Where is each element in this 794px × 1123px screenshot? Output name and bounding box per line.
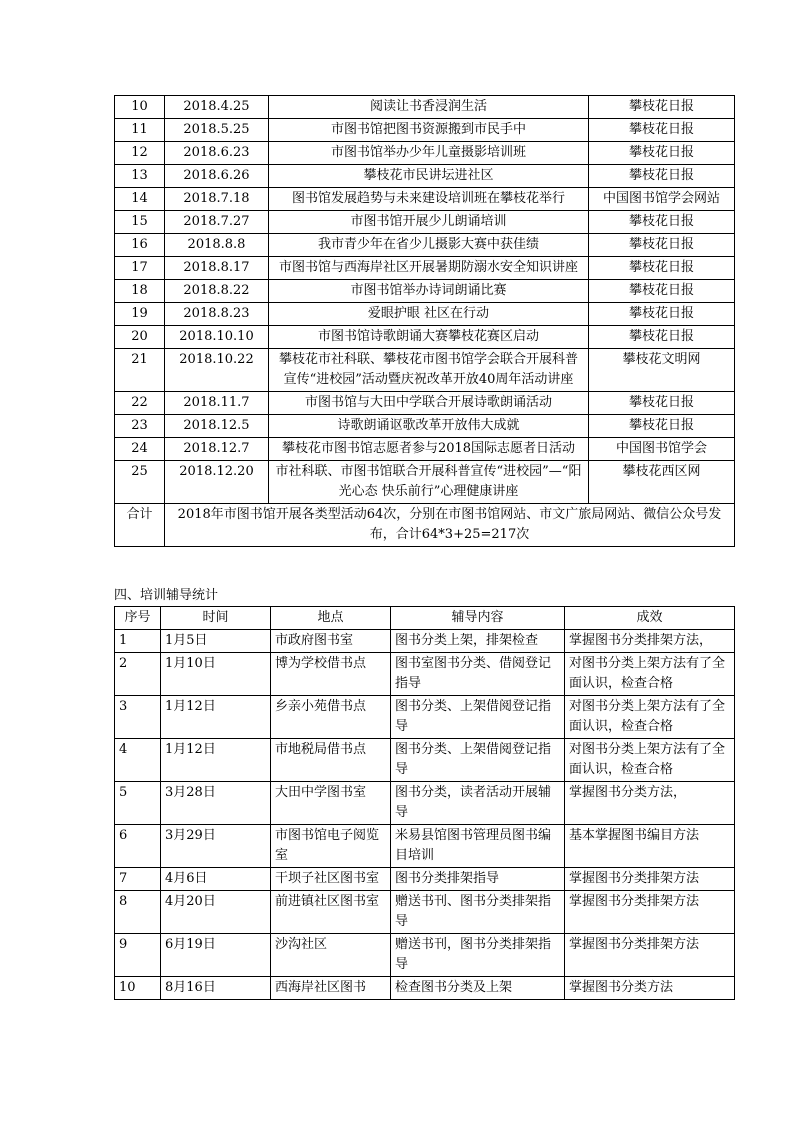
table-row: [115, 934, 735, 977]
row-result: 掌握图书分类方法，: [565, 782, 735, 825]
table-row: [115, 349, 735, 392]
row-title: 攀枝花市图书馆志愿者参与2018国际志愿者日活动: [269, 438, 589, 461]
row-result: 对图书分类上架方法有了全面认识，检查合格: [565, 739, 735, 782]
total-row: [115, 504, 735, 547]
row-number: 23: [115, 415, 165, 438]
row-number: 15: [115, 211, 165, 234]
total-label: 合计: [115, 504, 165, 547]
table-row: [115, 257, 735, 280]
row-time: 6月19日: [161, 934, 271, 977]
row-title: 市图书馆把图书资源搬到市民手中: [269, 119, 589, 142]
row-source: 攀枝花日报: [589, 280, 735, 303]
row-content: 图书分类上架，排架检查: [391, 630, 565, 653]
row-number: 1: [115, 630, 161, 653]
row-title: 市图书馆举办少年儿童摄影培训班: [269, 142, 589, 165]
training-table-body: [115, 607, 735, 1000]
table-row: [115, 326, 735, 349]
row-source: 攀枝花日报: [589, 415, 735, 438]
row-number: 11: [115, 119, 165, 142]
table-row: [115, 211, 735, 234]
row-result: 掌握图书分类排架方法: [565, 934, 735, 977]
row-time: 1月12日: [161, 696, 271, 739]
row-number: 19: [115, 303, 165, 326]
row-place: 乡亲小苑借书点: [271, 696, 391, 739]
row-number: 18: [115, 280, 165, 303]
row-source: 攀枝花日报: [589, 326, 735, 349]
row-source: 攀枝花日报: [589, 211, 735, 234]
row-content: 米易县馆图书管理员图书编目培训: [391, 825, 565, 868]
row-number: 2: [115, 653, 161, 696]
row-date: 2018.10.10: [165, 326, 269, 349]
row-number: 13: [115, 165, 165, 188]
table-row: [115, 392, 735, 415]
table-row: [115, 165, 735, 188]
row-place: 大田中学图书室: [271, 782, 391, 825]
row-number: 17: [115, 257, 165, 280]
row-title: 市图书馆与大田中学联合开展诗歌朗诵活动: [269, 392, 589, 415]
row-date: 2018.10.22: [165, 349, 269, 392]
row-number: 24: [115, 438, 165, 461]
row-place: 市地税局借书点: [271, 739, 391, 782]
row-source: 攀枝花日报: [589, 392, 735, 415]
table-row: [115, 868, 735, 891]
row-number: 21: [115, 349, 165, 392]
row-date: 2018.8.8: [165, 234, 269, 257]
row-number: 10: [115, 977, 161, 1000]
table-row: [115, 630, 735, 653]
row-time: 1月10日: [161, 653, 271, 696]
row-date: 2018.12.7: [165, 438, 269, 461]
row-place: 西海岸社区图书: [271, 977, 391, 1000]
row-place: 干坝子社区图书室: [271, 868, 391, 891]
row-title: 市图书馆与西海岸社区开展暑期防溺水安全知识讲座: [269, 257, 589, 280]
row-number: 5: [115, 782, 161, 825]
row-number: 22: [115, 392, 165, 415]
row-title: 诗歌朗诵讴歌改革开放伟大成就: [269, 415, 589, 438]
row-title: 阅读让书香浸润生活: [269, 96, 589, 119]
row-place: 市图书馆电子阅览室: [271, 825, 391, 868]
table-row: [115, 782, 735, 825]
row-source: 攀枝花文明网: [589, 349, 735, 392]
header-number: 序号: [115, 607, 161, 630]
training-table: [114, 606, 735, 1000]
header-time: 时间: [161, 607, 271, 630]
row-title: 攀枝花市民讲坛进社区: [269, 165, 589, 188]
row-result: 掌握图书分类排架方法，: [565, 630, 735, 653]
row-time: 8月16日: [161, 977, 271, 1000]
table-row: [115, 461, 735, 504]
row-number: 3: [115, 696, 161, 739]
row-date: 2018.6.23: [165, 142, 269, 165]
table-row: [115, 739, 735, 782]
row-number: 8: [115, 891, 161, 934]
table-row: [115, 119, 735, 142]
row-time: 4月20日: [161, 891, 271, 934]
row-content: 图书分类，读者活动开展辅导: [391, 782, 565, 825]
row-number: 25: [115, 461, 165, 504]
row-source: 攀枝花西区网: [589, 461, 735, 504]
row-number: 14: [115, 188, 165, 211]
row-source: 攀枝花日报: [589, 303, 735, 326]
row-date: 2018.7.18: [165, 188, 269, 211]
row-date: 2018.7.27: [165, 211, 269, 234]
row-time: 1月5日: [161, 630, 271, 653]
row-place: 市政府图书室: [271, 630, 391, 653]
row-date: 2018.6.26: [165, 165, 269, 188]
table-row: [115, 303, 735, 326]
row-number: 10: [115, 96, 165, 119]
row-result: 掌握图书分类排架方法: [565, 868, 735, 891]
row-source: 中国图书馆学会网站: [589, 188, 735, 211]
row-content: 图书分类、上架借阅登记指导: [391, 739, 565, 782]
news-table: [114, 95, 735, 547]
row-date: 2018.12.20: [165, 461, 269, 504]
row-date: 2018.8.23: [165, 303, 269, 326]
section-title: 四、培训辅导统计: [114, 588, 219, 603]
row-number: 20: [115, 326, 165, 349]
table-row: [115, 280, 735, 303]
total-text: 2018年市图书馆开展各类型活动64次，分别在市图书馆网站、市文广旅局网站、微信公众号发布，合计64*3+25=217次: [165, 504, 735, 547]
row-place: 沙沟社区: [271, 934, 391, 977]
row-time: 3月29日: [161, 825, 271, 868]
table-row: [115, 696, 735, 739]
table-row: [115, 234, 735, 257]
row-title: 我市青少年在省少儿摄影大赛中获佳绩: [269, 234, 589, 257]
table-row: [115, 891, 735, 934]
row-title: 市图书馆诗歌朗诵大赛攀枝花赛区启动: [269, 326, 589, 349]
row-source: 攀枝花日报: [589, 142, 735, 165]
row-title: 攀枝花市社科联、攀枝花市图书馆学会联合开展科普宣传“进校园”活动暨庆祝改革开放40周年活动讲座: [269, 349, 589, 392]
row-content: 图书分类、上架借阅登记指导: [391, 696, 565, 739]
row-result: 掌握图书分类排架方法: [565, 891, 735, 934]
table-row: [115, 142, 735, 165]
table-row: [115, 825, 735, 868]
row-source: 攀枝花日报: [589, 257, 735, 280]
row-place: 前进镇社区图书室: [271, 891, 391, 934]
row-date: 2018.4.25: [165, 96, 269, 119]
row-date: 2018.8.17: [165, 257, 269, 280]
row-time: 1月12日: [161, 739, 271, 782]
row-number: 7: [115, 868, 161, 891]
row-content: 检查图书分类及上架: [391, 977, 565, 1000]
row-title: 市图书馆举办诗词朗诵比赛: [269, 280, 589, 303]
row-result: 对图书分类上架方法有了全面认识，检查合格: [565, 653, 735, 696]
row-place: 博为学校借书点: [271, 653, 391, 696]
row-content: 图书分类排架指导: [391, 868, 565, 891]
row-result: 基本掌握图书编目方法: [565, 825, 735, 868]
row-source: 攀枝花日报: [589, 165, 735, 188]
header-content: 辅导内容: [391, 607, 565, 630]
row-result: 掌握图书分类方法: [565, 977, 735, 1000]
row-title: 图书馆发展趋势与未来建设培训班在攀枝花举行: [269, 188, 589, 211]
row-content: 图书室图书分类、借阅登记指导: [391, 653, 565, 696]
row-number: 12: [115, 142, 165, 165]
row-date: 2018.11.7: [165, 392, 269, 415]
row-title: 市图书馆开展少儿朗诵培训: [269, 211, 589, 234]
row-title: 市社科联、市图书馆联合开展科普宣传“进校园”—“阳光心态 快乐前行”心理健康讲座: [269, 461, 589, 504]
row-time: 3月28日: [161, 782, 271, 825]
row-source: 攀枝花日报: [589, 96, 735, 119]
table-row: [115, 977, 735, 1000]
row-content: 赠送书刊，图书分类排架指导: [391, 934, 565, 977]
table-row: [115, 653, 735, 696]
row-source: 中国图书馆学会: [589, 438, 735, 461]
row-source: 攀枝花日报: [589, 234, 735, 257]
row-number: 6: [115, 825, 161, 868]
row-result: 对图书分类上架方法有了全面认识，检查合格: [565, 696, 735, 739]
row-date: 2018.12.5: [165, 415, 269, 438]
table-row: [115, 188, 735, 211]
news-table-body: [115, 96, 735, 547]
row-number: 16: [115, 234, 165, 257]
row-number: 4: [115, 739, 161, 782]
row-title: 爱眼护眼 社区在行动: [269, 303, 589, 326]
header-place: 地点: [271, 607, 391, 630]
row-date: 2018.5.25: [165, 119, 269, 142]
row-number: 9: [115, 934, 161, 977]
table-row: [115, 96, 735, 119]
table-row: [115, 415, 735, 438]
row-source: 攀枝花日报: [589, 119, 735, 142]
header-result: 成效: [565, 607, 735, 630]
table-header-row: [115, 607, 735, 630]
row-time: 4月6日: [161, 868, 271, 891]
row-date: 2018.8.22: [165, 280, 269, 303]
table-row: [115, 438, 735, 461]
row-content: 赠送书刊、图书分类排架指导: [391, 891, 565, 934]
